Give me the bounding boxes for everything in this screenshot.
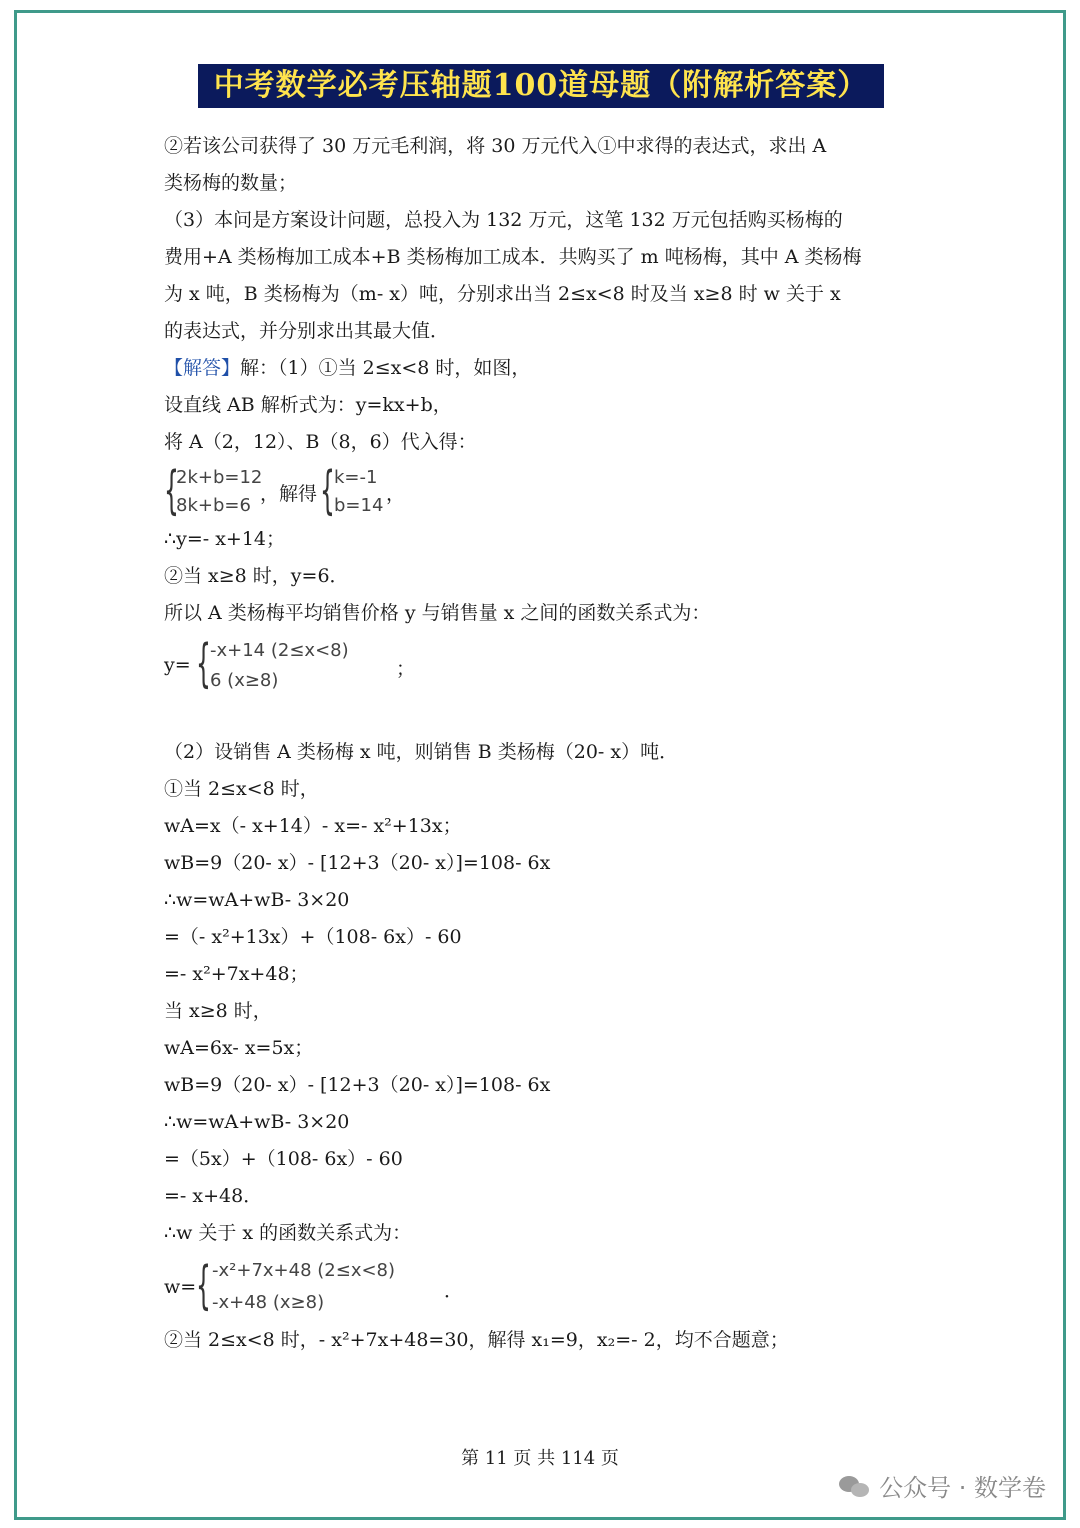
text-line: 当 x≥8 时， (164, 1000, 272, 1022)
text-line: 的表达式，并分别求出其最大值． (164, 320, 450, 342)
case-row: -x²+7x+48 (2≤x<8) (212, 1260, 396, 1281)
text-span: 解：（1）①当 2≤x<8 时，如图， (240, 357, 531, 379)
text-line: wA=x（- x+14）- x=- x²+13x； (164, 815, 462, 837)
text-line: =（- x²+13x）+（108- 6x）- 60 (164, 926, 462, 948)
case-row: 6 (x≥8) (210, 670, 279, 691)
document-body (164, 128, 924, 1359)
piecewise-function (164, 634, 924, 698)
text-line: wA=6x- x=5x； (164, 1037, 314, 1059)
text-line: wB=9（20- x）- [12+3（20- x）]=108- 6x (164, 852, 551, 874)
function-lhs: w= (164, 1276, 197, 1298)
left-brace: { (164, 461, 179, 521)
text-line: （3）本问是方案设计问题，总投入为 132 万元，这笔 132 万元包括购买杨梅的 (164, 209, 843, 231)
case-row: -x+14 (2≤x<8) (210, 640, 349, 661)
page-title: 中考数学必考压轴题100道母题（附解析答案） (198, 64, 884, 108)
text-span: ， (386, 483, 406, 505)
text-line: 设直线 AB 解析式为：y=kx+b， (164, 394, 452, 416)
piecewise-function (164, 1254, 924, 1322)
left-brace: { (320, 461, 335, 521)
text-line: wB=9（20- x）- [12+3（20- x）]=108- 6x (164, 1074, 551, 1096)
answer-tag: 【解答】 (164, 357, 241, 379)
text-line: ∴w=wA+wB- 3×20 (164, 1111, 350, 1133)
text-line: ∴y=- x+14； (164, 528, 286, 550)
text-line: （2）设销售 A 类杨梅 x 吨，则销售 B 类杨梅（20- x）吨． (164, 741, 679, 763)
equation-row: 8k+b=6 (176, 495, 251, 516)
answer-line (164, 350, 924, 387)
text-line: ①当 2≤x<8 时， (164, 778, 319, 800)
text-line: ∴w 关于 x 的函数关系式为： (164, 1222, 412, 1244)
text-line: 所以 A 类杨梅平均销售价格 y 与销售量 x 之间的函数关系式为： (164, 602, 711, 624)
text-line: =- x+48． (164, 1185, 263, 1207)
text-span: ． (444, 1280, 464, 1302)
text-span: ； (396, 658, 416, 680)
text-line: 类杨梅的数量； (164, 172, 298, 194)
text-line: ∴w=wA+wB- 3×20 (164, 889, 350, 911)
watermark-text: 公众号 · 数学卷 (879, 1474, 1046, 1502)
text-line: =- x²+7x+48； (164, 963, 309, 985)
solution-row: k=-1 (334, 467, 378, 488)
equation-system (164, 463, 924, 521)
text-line: =（5x）+（108- 6x）- 60 (164, 1148, 403, 1170)
text-line: 将 A（2，12）、B（8，6）代入得： (164, 431, 477, 453)
left-brace: { (196, 1256, 211, 1316)
solution-row: b=14 (334, 495, 384, 516)
text-line: 费用+A 类杨梅加工成本+B 类杨梅加工成本．共购买了 m 吨杨梅，其中 A 类杨梅 (164, 246, 862, 268)
equation-row: 2k+b=12 (176, 467, 263, 488)
text-span: ，解得 (260, 483, 318, 505)
function-lhs: y= (164, 654, 191, 676)
case-row: -x+48 (x≥8) (212, 1292, 325, 1313)
text-line: ②当 2≤x<8 时，- x²+7x+48=30，解得 x₁=9，x₂=- 2，均不合题意； (164, 1329, 789, 1351)
text-line: ②若该公司获得了 30 万元毛利润，将 30 万元代入①中求得的表达式，求出 A (164, 135, 827, 157)
text-line: ②当 x≥8 时，y=6． (164, 565, 349, 587)
text-line: 为 x 吨，B 类杨梅为（m- x）吨，分别求出当 2≤x<8 时及当 x≥8 时 w 关于 x (164, 283, 841, 305)
watermark (839, 1468, 1046, 1503)
left-brace: { (196, 634, 211, 694)
wechat-icon (839, 1474, 871, 1498)
page-number: 第 11 页 共 114 页 (461, 1448, 619, 1469)
